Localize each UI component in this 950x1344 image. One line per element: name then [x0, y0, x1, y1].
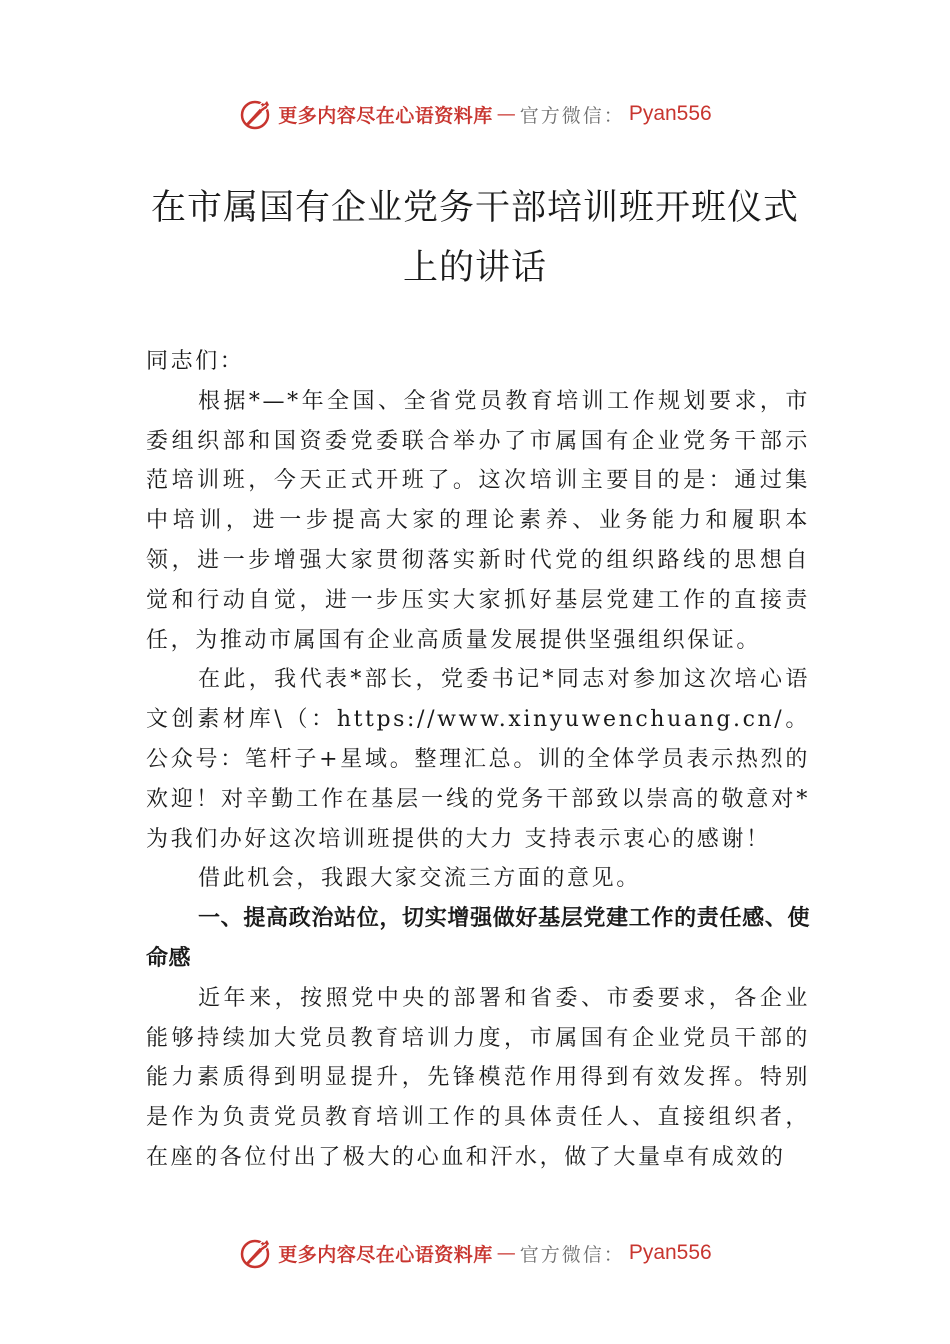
section-1-paragraph: 近年来，按照党中央的部署和省委、市委要求，各企业能够持续加大党员教育培训力度，市属国有企业党员干部的能力素质得到明显提升，先锋模范作用得到有效发挥。特别是作为负责党员教育培训工作的具体责任人、直接组织者， 在座的各位付出了极大的心血和汗水，做了大量卓有成效的 — [146, 985, 810, 1170]
paragraph-1: 根据*—*年全国、全省党员教育培训工作规划要求，市委组织部和国资委党委联合举办了市属国有企业党务干部示范培训班，今天正式开班了。这次培训主要目的是：通过集中培训，进一步提高大家的理论素养、业务能力和履职本领，进一步增强大家贯彻落实新时代党的组织路线的思想自觉和行动自觉，进一步压实大家抓好基层党建工作的直接责任，为推动市属国有企业高质量发展提供坚强组织保证。 — [146, 388, 810, 653]
banner-separator: — — [496, 1242, 516, 1264]
banner-red-text: 更多内容尽在心语资料库 — [278, 104, 493, 127]
title-line-1: 在市属国有企业党务干部培训班开班仪式 — [150, 188, 799, 228]
section-1-heading: 一、提高政治站位，切实增强做好基层党建工作的责任感、使命感 — [146, 906, 810, 971]
banner-wechat-id: Pyan556 — [628, 102, 712, 125]
banner-wechat-id: Pyan556 — [628, 1241, 712, 1264]
title-line-2: 上的讲话 — [402, 248, 547, 288]
feather-pen-logo-icon — [238, 1235, 274, 1271]
footer-banner — [0, 1233, 950, 1273]
banner-red-text: 更多内容尽在心语资料库 — [278, 1243, 493, 1266]
header-banner — [0, 94, 950, 134]
banner-gray-text: 官方微信： — [519, 1243, 625, 1266]
banner-gray-text: 官方微信： — [519, 104, 625, 127]
feather-pen-logo-icon — [238, 96, 274, 132]
banner-separator: — — [496, 103, 516, 125]
document-body — [146, 342, 810, 1178]
document-title — [120, 178, 830, 298]
salutation: 同志们： — [146, 349, 245, 374]
paragraph-3: 借此机会，我跟大家交流三方面的意见。 — [198, 866, 641, 892]
paragraph-2: 在此，我代表*部长，党委书记*同志对参加这次培心语文创素材库\（：https://www.xinyuwenchuang.cn/。公众号：笔杆子+星域。整理汇总。训的全体学员表示热烈的欢迎！对辛勤工作在基层一线的党务干部致以崇高的敬意对*为我们办好这次培训班提供的大力 支持表示衷心的感谢！ — [146, 667, 810, 852]
